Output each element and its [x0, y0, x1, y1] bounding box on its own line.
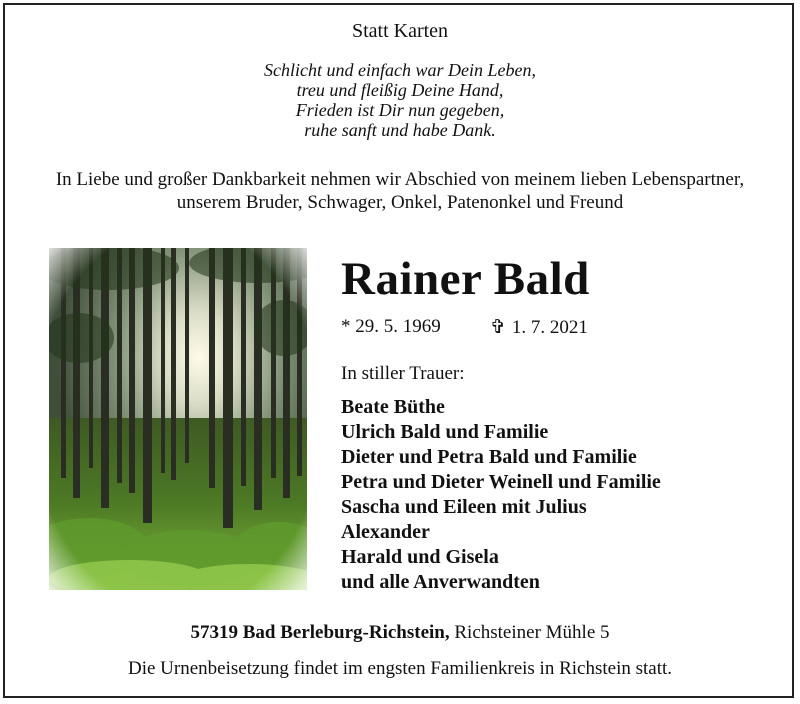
intro-line: unserem Bruder, Schwager, Onkel, Patenonkel und Freund	[176, 192, 624, 213]
mourner-name: und alle Anverwandten	[341, 571, 540, 593]
address-place: 57319 Bad Berleburg-Richstein,	[190, 622, 450, 643]
deceased-name: Rainer Bald	[341, 253, 590, 305]
farewell-intro	[0, 168, 800, 214]
mourner-name: Petra und Dieter Weinell und Familie	[341, 471, 661, 493]
mourner-name: Alexander	[341, 521, 430, 543]
intro-line: In Liebe und großer Dankbarkeit nehmen wir Abschied von meinem lieben Lebenspartner,	[55, 169, 745, 190]
death-date-group	[490, 316, 588, 339]
mourner-name: Sascha und Eileen mit Julius	[341, 496, 587, 518]
mourning-address	[0, 622, 800, 644]
verse-line: treu und fleißig Deine Hand,	[296, 80, 504, 100]
cross-icon: ✞	[490, 317, 506, 338]
mourner-name: Ulrich Bald und Familie	[341, 421, 549, 443]
address-street: Richsteiner Mühle 5	[454, 622, 610, 643]
mourner-name: Beate Büthe	[341, 396, 445, 418]
mourner-name: Harald und Gisela	[341, 546, 499, 568]
death-date: 1. 7. 2021	[511, 317, 588, 338]
verse-line: ruhe sanft und habe Dank.	[304, 120, 496, 140]
mourner-name: Dieter und Petra Bald und Familie	[341, 446, 637, 468]
verse-line: Frieden ist Dir nun gegeben,	[295, 100, 505, 120]
statt-karten-heading: Statt Karten	[351, 20, 449, 42]
verse-line: Schlicht und einfach war Dein Leben,	[264, 60, 536, 80]
forest-photo	[49, 248, 307, 590]
mourners-list	[341, 395, 661, 595]
birth-date: * 29. 5. 1969	[341, 316, 441, 337]
burial-notice: Die Urnenbeisetzung findet im engsten Familienkreis in Richstein statt.	[127, 658, 673, 679]
memorial-verse	[0, 60, 800, 140]
mourning-label: In stiller Trauer:	[341, 363, 465, 384]
